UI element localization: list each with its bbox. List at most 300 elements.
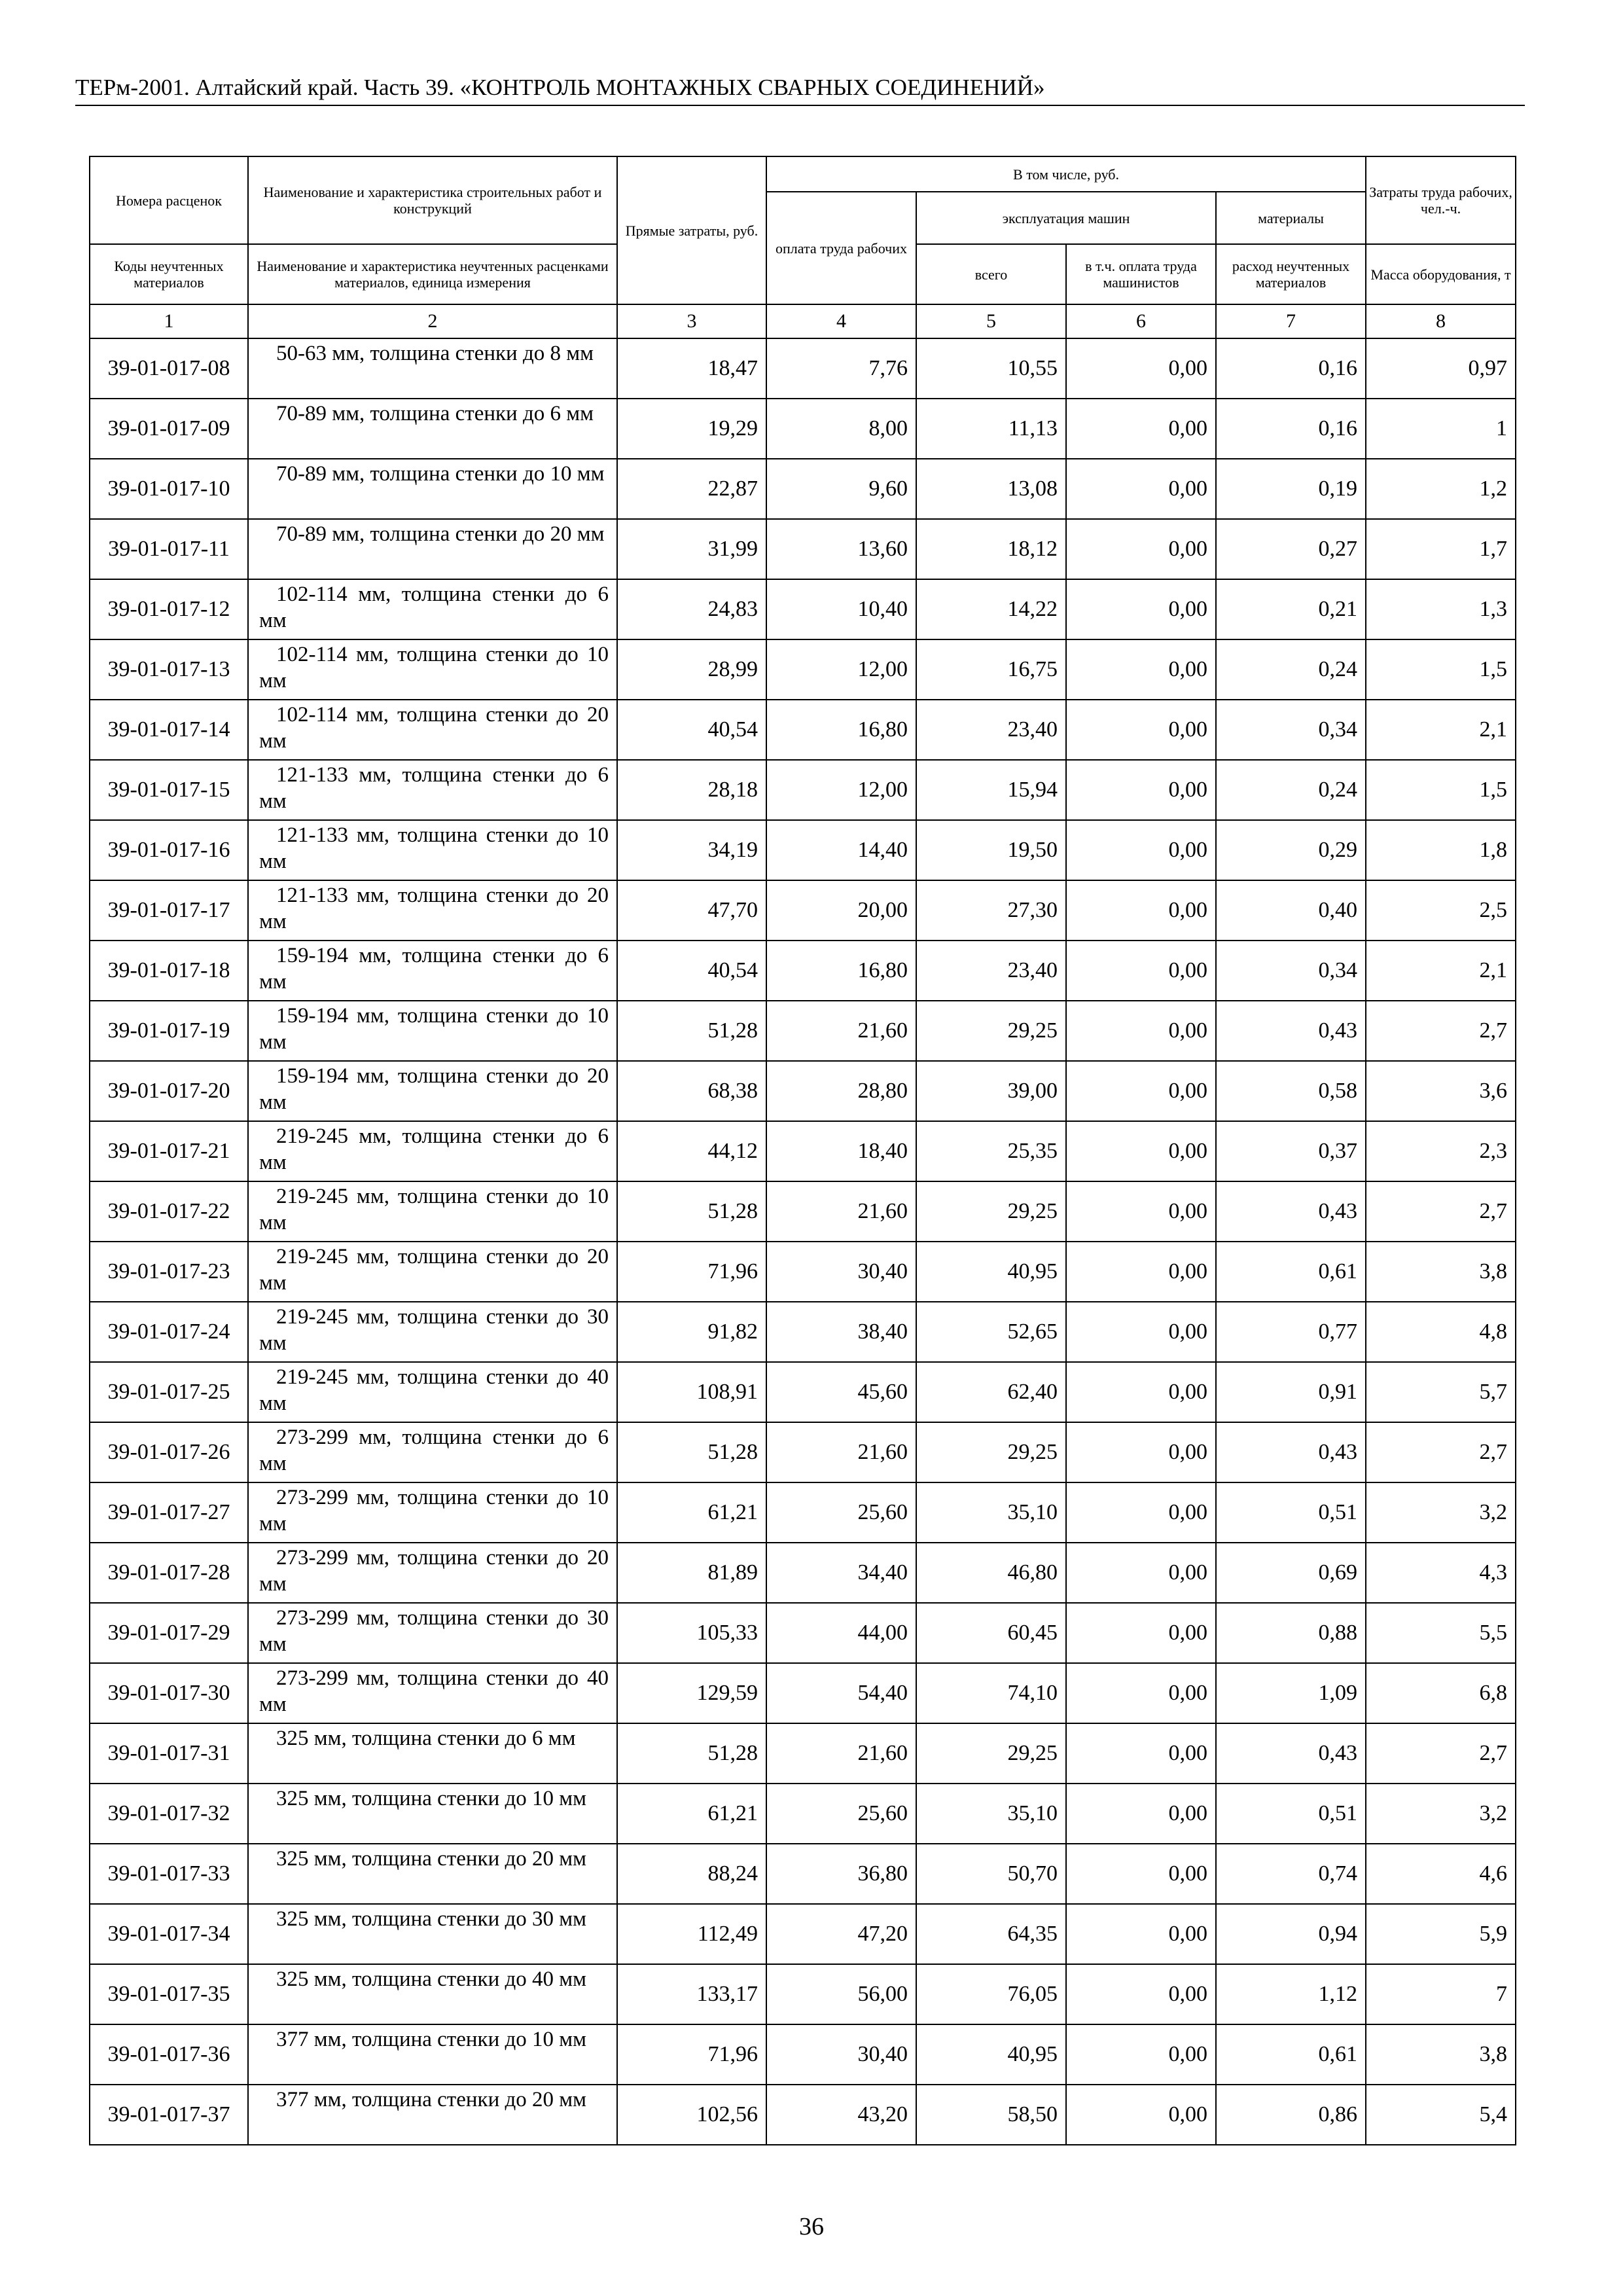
machine-operators-cell: 0,00: [1066, 1422, 1216, 1482]
labor-pay-cell: 47,20: [766, 1904, 916, 1964]
materials-cell: 0,91: [1216, 1362, 1366, 1422]
work-description-cell: [248, 1784, 617, 1844]
machine-total-cell: 39,00: [916, 1061, 1066, 1121]
machine-operators-cell: 0,00: [1066, 1302, 1216, 1362]
labor-costs-cell: 2,1: [1366, 700, 1516, 760]
direct-costs-cell: 105,33: [617, 1603, 766, 1663]
labor-costs-cell: 3,2: [1366, 1482, 1516, 1543]
labor-costs-cell: 2,7: [1366, 1001, 1516, 1061]
materials-cell: 0,51: [1216, 1482, 1366, 1543]
rate-code-cell: 39-01-017-30: [90, 1663, 248, 1723]
header-labor-costs: Затраты труда рабочих, чел.-ч.: [1366, 156, 1516, 244]
labor-costs-cell: 5,7: [1366, 1362, 1516, 1422]
column-number: 7: [1216, 304, 1366, 338]
direct-costs-cell: 22,87: [617, 459, 766, 519]
table-row: [90, 1121, 1516, 1181]
work-description-text: 159-194 мм, толщина стенки до 10 мм: [259, 1004, 609, 1054]
direct-costs-cell: 51,28: [617, 1181, 766, 1242]
direct-costs-cell: 112,49: [617, 1904, 766, 1964]
direct-costs-cell: 61,21: [617, 1482, 766, 1543]
machine-operators-cell: 0,00: [1066, 1784, 1216, 1844]
materials-cell: 0,34: [1216, 941, 1366, 1001]
materials-cell: 0,74: [1216, 1844, 1366, 1904]
machine-operators-cell: 0,00: [1066, 1181, 1216, 1242]
labor-pay-cell: 30,40: [766, 1242, 916, 1302]
work-description-cell: [248, 1663, 617, 1723]
rate-code-cell: 39-01-017-16: [90, 820, 248, 880]
column-number: 1: [90, 304, 248, 338]
labor-costs-cell: 2,3: [1366, 1121, 1516, 1181]
machine-total-cell: 19,50: [916, 820, 1066, 880]
labor-costs-cell: 4,8: [1366, 1302, 1516, 1362]
materials-cell: 0,24: [1216, 639, 1366, 700]
materials-cell: 0,27: [1216, 519, 1366, 579]
materials-cell: 0,19: [1216, 459, 1366, 519]
machine-operators-cell: 0,00: [1066, 399, 1216, 459]
materials-cell: 0,43: [1216, 1723, 1366, 1784]
direct-costs-cell: 34,19: [617, 820, 766, 880]
work-description-cell: [248, 1482, 617, 1543]
rate-code-cell: 39-01-017-23: [90, 1242, 248, 1302]
materials-cell: 0,43: [1216, 1422, 1366, 1482]
machine-total-cell: 62,40: [916, 1362, 1066, 1422]
work-description-text: 325 мм, толщина стенки до 6 мм: [276, 1727, 576, 1750]
work-description-text: 325 мм, толщина стенки до 10 мм: [276, 1787, 587, 1810]
direct-costs-cell: 91,82: [617, 1302, 766, 1362]
materials-cell: 0,86: [1216, 2085, 1366, 2145]
machine-operators-cell: 0,00: [1066, 1242, 1216, 1302]
materials-cell: 0,29: [1216, 820, 1366, 880]
table-row: [90, 639, 1516, 700]
materials-cell: 0,43: [1216, 1001, 1366, 1061]
materials-cell: 0,61: [1216, 1242, 1366, 1302]
rate-code-cell: 39-01-017-36: [90, 2024, 248, 2085]
labor-costs-cell: 3,6: [1366, 1061, 1516, 1121]
work-description-cell: [248, 1302, 617, 1362]
machine-total-cell: 40,95: [916, 1242, 1066, 1302]
table-row: [90, 1362, 1516, 1422]
labor-costs-cell: 2,7: [1366, 1723, 1516, 1784]
labor-pay-cell: 21,60: [766, 1181, 916, 1242]
machine-operators-cell: 0,00: [1066, 1001, 1216, 1061]
rate-code-cell: 39-01-017-10: [90, 459, 248, 519]
work-description-text: 325 мм, толщина стенки до 30 мм: [276, 1907, 587, 1931]
materials-cell: 0,37: [1216, 1121, 1366, 1181]
labor-pay-cell: 12,00: [766, 639, 916, 700]
materials-cell: 0,21: [1216, 579, 1366, 639]
machine-operators-cell: 0,00: [1066, 1482, 1216, 1543]
machine-operators-cell: 0,00: [1066, 2024, 1216, 2085]
machine-operators-cell: 0,00: [1066, 820, 1216, 880]
machine-total-cell: 58,50: [916, 2085, 1066, 2145]
work-description-text: 219-245 мм, толщина стенки до 6 мм: [259, 1124, 609, 1174]
table-row: [90, 1784, 1516, 1844]
rate-code-cell: 39-01-017-22: [90, 1181, 248, 1242]
work-description-cell: [248, 1242, 617, 1302]
work-description-cell: [248, 880, 617, 941]
direct-costs-cell: 28,99: [617, 639, 766, 700]
table-row: [90, 579, 1516, 639]
direct-costs-cell: 71,96: [617, 2024, 766, 2085]
column-number: 5: [916, 304, 1066, 338]
work-description-text: 70-89 мм, толщина стенки до 20 мм: [276, 522, 605, 546]
table-row: [90, 1543, 1516, 1603]
direct-costs-cell: 102,56: [617, 2085, 766, 2145]
header-including: В том числе, руб.: [766, 156, 1366, 192]
direct-costs-cell: 44,12: [617, 1121, 766, 1181]
table-row: [90, 700, 1516, 760]
labor-costs-cell: 5,5: [1366, 1603, 1516, 1663]
machine-operators-cell: 0,00: [1066, 1844, 1216, 1904]
machine-operators-cell: 0,00: [1066, 760, 1216, 820]
labor-pay-cell: 20,00: [766, 880, 916, 941]
table-row: [90, 2085, 1516, 2145]
labor-costs-cell: 7: [1366, 1964, 1516, 2024]
work-description-text: 273-299 мм, толщина стенки до 10 мм: [259, 1486, 609, 1535]
work-description-cell: [248, 1904, 617, 1964]
machine-operators-cell: 0,00: [1066, 700, 1216, 760]
labor-pay-cell: 25,60: [766, 1482, 916, 1543]
machine-total-cell: 76,05: [916, 1964, 1066, 2024]
direct-costs-cell: 81,89: [617, 1543, 766, 1603]
header-equipment-mass: Масса оборудования, т: [1366, 244, 1516, 304]
work-description-text: 102-114 мм, толщина стенки до 6 мм: [259, 583, 609, 632]
labor-pay-cell: 45,60: [766, 1362, 916, 1422]
rate-code-cell: 39-01-017-08: [90, 338, 248, 399]
rate-code-cell: 39-01-017-19: [90, 1001, 248, 1061]
table-row: [90, 880, 1516, 941]
header-direct-costs: Прямые затраты, руб.: [617, 156, 766, 304]
work-description-text: 102-114 мм, толщина стенки до 20 мм: [259, 703, 609, 753]
table-row: [90, 1723, 1516, 1784]
work-description-cell: [248, 760, 617, 820]
machine-total-cell: 46,80: [916, 1543, 1066, 1603]
machine-total-cell: 11,13: [916, 399, 1066, 459]
work-description-cell: [248, 579, 617, 639]
machine-total-cell: 64,35: [916, 1904, 1066, 1964]
labor-pay-cell: 21,60: [766, 1001, 916, 1061]
column-number-row: [90, 304, 1516, 338]
rate-code-cell: 39-01-017-35: [90, 1964, 248, 2024]
labor-costs-cell: 1,8: [1366, 820, 1516, 880]
labor-costs-cell: 3,2: [1366, 1784, 1516, 1844]
work-description-text: 102-114 мм, толщина стенки до 10 мм: [259, 643, 609, 692]
labor-costs-cell: 1: [1366, 399, 1516, 459]
direct-costs-cell: 19,29: [617, 399, 766, 459]
work-description-cell: [248, 338, 617, 399]
materials-cell: 1,09: [1216, 1663, 1366, 1723]
header-work-description: Наименование и характеристика строительных работ и конструкций: [248, 156, 617, 244]
direct-costs-cell: 88,24: [617, 1844, 766, 1904]
work-description-cell: [248, 1422, 617, 1482]
machine-total-cell: 29,25: [916, 1181, 1066, 1242]
header-machine-total: всего: [916, 244, 1066, 304]
labor-pay-cell: 16,80: [766, 941, 916, 1001]
labor-pay-cell: 10,40: [766, 579, 916, 639]
rate-code-cell: 39-01-017-11: [90, 519, 248, 579]
table-header: [90, 156, 1516, 338]
labor-costs-cell: 2,7: [1366, 1181, 1516, 1242]
labor-costs-cell: 2,7: [1366, 1422, 1516, 1482]
machine-operators-cell: 0,00: [1066, 1663, 1216, 1723]
rate-code-cell: 39-01-017-20: [90, 1061, 248, 1121]
materials-cell: 0,16: [1216, 399, 1366, 459]
materials-cell: 0,69: [1216, 1543, 1366, 1603]
work-description-text: 273-299 мм, толщина стенки до 40 мм: [259, 1666, 609, 1716]
materials-cell: 0,94: [1216, 1904, 1366, 1964]
materials-cell: 1,12: [1216, 1964, 1366, 2024]
materials-cell: 0,24: [1216, 760, 1366, 820]
machine-total-cell: 52,65: [916, 1302, 1066, 1362]
rate-code-cell: 39-01-017-28: [90, 1543, 248, 1603]
labor-pay-cell: 12,00: [766, 760, 916, 820]
direct-costs-cell: 31,99: [617, 519, 766, 579]
work-description-cell: [248, 1001, 617, 1061]
work-description-text: 219-245 мм, толщина стенки до 30 мм: [259, 1305, 609, 1355]
machine-operators-cell: 0,00: [1066, 338, 1216, 399]
table-row: [90, 1482, 1516, 1543]
table-row: [90, 519, 1516, 579]
rate-code-cell: 39-01-017-18: [90, 941, 248, 1001]
header-material-codes: Коды неучтенных материалов: [90, 244, 248, 304]
rate-code-cell: 39-01-017-09: [90, 399, 248, 459]
rate-code-cell: 39-01-017-13: [90, 639, 248, 700]
work-description-text: 377 мм, толщина стенки до 20 мм: [276, 2088, 587, 2111]
table-row: [90, 1422, 1516, 1482]
labor-pay-cell: 34,40: [766, 1543, 916, 1603]
materials-cell: 0,16: [1216, 338, 1366, 399]
labor-costs-cell: 1,3: [1366, 579, 1516, 639]
labor-pay-cell: 44,00: [766, 1603, 916, 1663]
work-description-text: 121-133 мм, толщина стенки до 20 мм: [259, 884, 609, 933]
header-labor-pay: оплата труда рабочих: [766, 192, 916, 304]
labor-pay-cell: 54,40: [766, 1663, 916, 1723]
work-description-cell: [248, 639, 617, 700]
labor-costs-cell: 3,8: [1366, 2024, 1516, 2085]
labor-pay-cell: 21,60: [766, 1723, 916, 1784]
work-description-cell: [248, 1964, 617, 2024]
machine-operators-cell: 0,00: [1066, 1603, 1216, 1663]
machine-operators-cell: 0,00: [1066, 1964, 1216, 2024]
labor-costs-cell: 3,8: [1366, 1242, 1516, 1302]
work-description-text: 219-245 мм, толщина стенки до 40 мм: [259, 1365, 609, 1415]
machine-operators-cell: 0,00: [1066, 519, 1216, 579]
labor-costs-cell: 0,97: [1366, 338, 1516, 399]
work-description-cell: [248, 1603, 617, 1663]
page-header: ТЕРм-2001. Алтайский край. Часть 39. «КОНТРОЛЬ МОНТАЖНЫХ СВАРНЫХ СОЕДИНЕНИЙ»: [75, 73, 1525, 106]
work-description-text: 273-299 мм, толщина стенки до 20 мм: [259, 1546, 609, 1596]
header-machine-operators: в т.ч. оплата труда машинистов: [1066, 244, 1216, 304]
machine-operators-cell: 0,00: [1066, 1723, 1216, 1784]
work-description-cell: [248, 1723, 617, 1784]
direct-costs-cell: 24,83: [617, 579, 766, 639]
machine-total-cell: 27,30: [916, 880, 1066, 941]
rate-code-cell: 39-01-017-15: [90, 760, 248, 820]
header-machine-ops: эксплуатация машин: [916, 192, 1216, 244]
machine-operators-cell: 0,00: [1066, 639, 1216, 700]
column-number: 4: [766, 304, 916, 338]
machine-operators-cell: 0,00: [1066, 1904, 1216, 1964]
rate-code-cell: 39-01-017-33: [90, 1844, 248, 1904]
machine-total-cell: 15,94: [916, 760, 1066, 820]
machine-total-cell: 29,25: [916, 1422, 1066, 1482]
machine-total-cell: 35,10: [916, 1784, 1066, 1844]
machine-total-cell: 18,12: [916, 519, 1066, 579]
rate-code-cell: 39-01-017-29: [90, 1603, 248, 1663]
machine-total-cell: 29,25: [916, 1001, 1066, 1061]
machine-total-cell: 23,40: [916, 700, 1066, 760]
rate-code-cell: 39-01-017-24: [90, 1302, 248, 1362]
table-row: [90, 820, 1516, 880]
table-row: [90, 1242, 1516, 1302]
work-description-text: 70-89 мм, толщина стенки до 6 мм: [276, 402, 594, 425]
work-description-cell: [248, 1121, 617, 1181]
rate-code-cell: 39-01-017-32: [90, 1784, 248, 1844]
materials-cell: 0,58: [1216, 1061, 1366, 1121]
rate-code-cell: 39-01-017-21: [90, 1121, 248, 1181]
work-description-text: 121-133 мм, толщина стенки до 10 мм: [259, 823, 609, 873]
direct-costs-cell: 18,47: [617, 338, 766, 399]
direct-costs-cell: 108,91: [617, 1362, 766, 1422]
machine-total-cell: 25,35: [916, 1121, 1066, 1181]
table-row: [90, 1904, 1516, 1964]
work-description-text: 159-194 мм, толщина стенки до 20 мм: [259, 1064, 609, 1114]
rate-code-cell: 39-01-017-37: [90, 2085, 248, 2145]
work-description-text: 159-194 мм, толщина стенки до 6 мм: [259, 944, 609, 994]
direct-costs-cell: 28,18: [617, 760, 766, 820]
machine-total-cell: 29,25: [916, 1723, 1066, 1784]
work-description-cell: [248, 1181, 617, 1242]
work-description-text: 325 мм, толщина стенки до 20 мм: [276, 1847, 587, 1871]
machine-total-cell: 16,75: [916, 639, 1066, 700]
labor-costs-cell: 2,5: [1366, 880, 1516, 941]
materials-cell: 0,61: [1216, 2024, 1366, 2085]
materials-cell: 0,51: [1216, 1784, 1366, 1844]
machine-operators-cell: 0,00: [1066, 2085, 1216, 2145]
labor-costs-cell: 1,7: [1366, 519, 1516, 579]
table-row: [90, 941, 1516, 1001]
materials-cell: 0,34: [1216, 700, 1366, 760]
machine-operators-cell: 0,00: [1066, 1362, 1216, 1422]
labor-pay-cell: 30,40: [766, 2024, 916, 2085]
direct-costs-cell: 71,96: [617, 1242, 766, 1302]
materials-cell: 0,88: [1216, 1603, 1366, 1663]
direct-costs-cell: 68,38: [617, 1061, 766, 1121]
labor-pay-cell: 43,20: [766, 2085, 916, 2145]
rate-code-cell: 39-01-017-34: [90, 1904, 248, 1964]
machine-total-cell: 10,55: [916, 338, 1066, 399]
machine-total-cell: 60,45: [916, 1603, 1066, 1663]
work-description-cell: [248, 941, 617, 1001]
labor-pay-cell: 18,40: [766, 1121, 916, 1181]
labor-pay-cell: 38,40: [766, 1302, 916, 1362]
work-description-cell: [248, 1362, 617, 1422]
table-row: [90, 1844, 1516, 1904]
work-description-text: 219-245 мм, толщина стенки до 20 мм: [259, 1245, 609, 1295]
labor-pay-cell: 13,60: [766, 519, 916, 579]
labor-pay-cell: 25,60: [766, 1784, 916, 1844]
header-materials-usage: расход неучтенных материалов: [1216, 244, 1366, 304]
rate-code-cell: 39-01-017-25: [90, 1362, 248, 1422]
rate-code-cell: 39-01-017-12: [90, 579, 248, 639]
machine-total-cell: 23,40: [916, 941, 1066, 1001]
table-row: [90, 399, 1516, 459]
table-row: [90, 1302, 1516, 1362]
direct-costs-cell: 51,28: [617, 1001, 766, 1061]
machine-operators-cell: 0,00: [1066, 880, 1216, 941]
column-number: 8: [1366, 304, 1516, 338]
work-description-cell: [248, 1844, 617, 1904]
labor-costs-cell: 6,8: [1366, 1663, 1516, 1723]
work-description-text: 273-299 мм, толщина стенки до 6 мм: [259, 1426, 609, 1475]
labor-pay-cell: 7,76: [766, 338, 916, 399]
column-number: 3: [617, 304, 766, 338]
work-description-cell: [248, 2024, 617, 2085]
direct-costs-cell: 133,17: [617, 1964, 766, 2024]
work-description-text: 377 мм, толщина стенки до 10 мм: [276, 2028, 587, 2051]
labor-pay-cell: 14,40: [766, 820, 916, 880]
header-rate-numbers: Номера расценок: [90, 156, 248, 244]
work-description-cell: [248, 459, 617, 519]
table-row: [90, 760, 1516, 820]
materials-cell: 0,43: [1216, 1181, 1366, 1242]
rate-code-cell: 39-01-017-27: [90, 1482, 248, 1543]
machine-total-cell: 40,95: [916, 2024, 1066, 2085]
work-description-cell: [248, 700, 617, 760]
labor-pay-cell: 8,00: [766, 399, 916, 459]
work-description-cell: [248, 820, 617, 880]
rates-table: [89, 156, 1516, 2145]
machine-operators-cell: 0,00: [1066, 579, 1216, 639]
header-materials: материалы: [1216, 192, 1366, 244]
machine-total-cell: 13,08: [916, 459, 1066, 519]
work-description-text: 325 мм, толщина стенки до 40 мм: [276, 1967, 587, 1991]
table-row: [90, 1001, 1516, 1061]
table-row: [90, 1663, 1516, 1723]
work-description-text: 50-63 мм, толщина стенки до 8 мм: [276, 342, 594, 365]
table-body: [90, 338, 1516, 2145]
labor-costs-cell: 4,6: [1366, 1844, 1516, 1904]
materials-cell: 0,40: [1216, 880, 1366, 941]
labor-costs-cell: 2,1: [1366, 941, 1516, 1001]
direct-costs-cell: 47,70: [617, 880, 766, 941]
machine-operators-cell: 0,00: [1066, 1121, 1216, 1181]
page-number: 36: [799, 2213, 824, 2240]
labor-costs-cell: 1,5: [1366, 760, 1516, 820]
rate-code-cell: 39-01-017-14: [90, 700, 248, 760]
work-description-text: 121-133 мм, толщина стенки до 6 мм: [259, 763, 609, 813]
work-description-cell: [248, 1543, 617, 1603]
machine-total-cell: 14,22: [916, 579, 1066, 639]
direct-costs-cell: 61,21: [617, 1784, 766, 1844]
rate-code-cell: 39-01-017-26: [90, 1422, 248, 1482]
labor-costs-cell: 1,5: [1366, 639, 1516, 700]
work-description-cell: [248, 1061, 617, 1121]
table-row: [90, 1964, 1516, 2024]
machine-operators-cell: 0,00: [1066, 941, 1216, 1001]
table-row: [90, 1603, 1516, 1663]
machine-total-cell: 50,70: [916, 1844, 1066, 1904]
labor-pay-cell: 9,60: [766, 459, 916, 519]
work-description-text: 273-299 мм, толщина стенки до 30 мм: [259, 1606, 609, 1656]
work-description-text: 70-89 мм, толщина стенки до 10 мм: [276, 462, 605, 486]
rate-code-cell: 39-01-017-31: [90, 1723, 248, 1784]
column-number: 2: [248, 304, 617, 338]
direct-costs-cell: 129,59: [617, 1663, 766, 1723]
labor-costs-cell: 1,2: [1366, 459, 1516, 519]
table-row: [90, 338, 1516, 399]
labor-pay-cell: 36,80: [766, 1844, 916, 1904]
